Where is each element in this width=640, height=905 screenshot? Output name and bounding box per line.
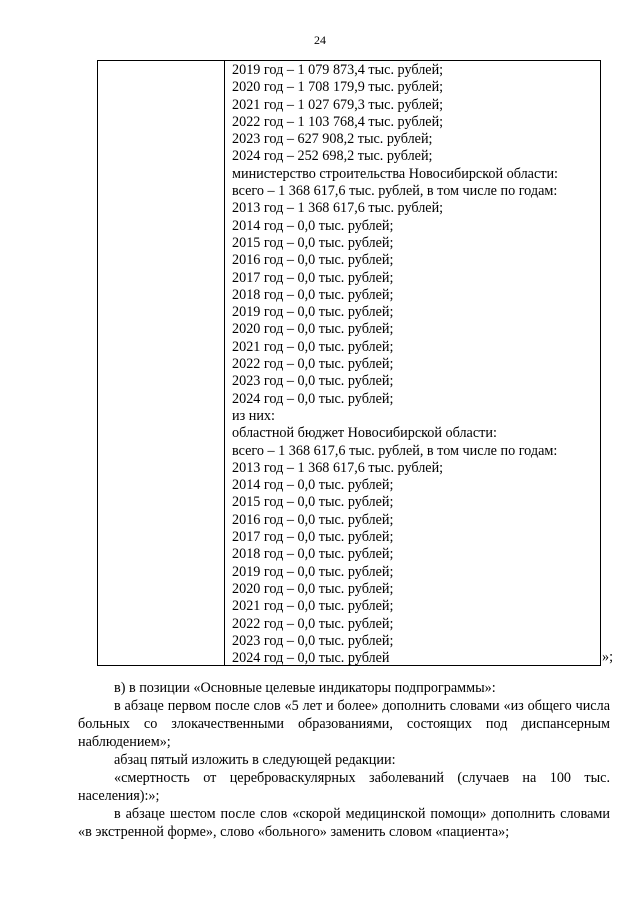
table-line: 2016 год – 0,0 тыс. рублей; [232, 511, 394, 528]
table-line: 2013 год – 1 368 617,6 тыс. рублей; [232, 459, 444, 476]
closing-quote: »; [602, 649, 614, 665]
paragraph: абзац пятый изложить в следующей редакции: [114, 752, 396, 768]
table-line: 2024 год – 252 698,2 тыс. рублей; [232, 148, 433, 165]
table-line: 2017 год – 0,0 тыс. рублей; [232, 529, 394, 546]
table-line: 2015 год – 0,0 тыс. рублей; [232, 234, 394, 251]
table-line: 2021 год – 0,0 тыс. рублей; [232, 598, 394, 615]
table-line: 2018 год – 0,0 тыс. рублей; [232, 286, 394, 303]
table-line: 2024 год – 0,0 тыс. рублей [232, 650, 390, 667]
paragraph: в) в позиции «Основные целевые индикаторы подпрограммы»: [114, 680, 496, 696]
paragraph: «смертность от цереброваскулярных заболеваний (случаев на 100 тыс. населения):»; [78, 770, 610, 804]
amendment-text [78, 679, 610, 841]
table-line: 2016 год – 0,0 тыс. рублей; [232, 252, 394, 269]
table-line: 2019 год – 0,0 тыс. рублей; [232, 563, 394, 580]
paragraph: в абзаце шестом после слов «скорой медицинской помощи» дополнить словами «в экстренной форме», слово «больного» заменить словом «пациента»; [78, 806, 610, 840]
financing-cell [232, 62, 598, 667]
table-line: 2022 год – 0,0 тыс. рублей; [232, 615, 394, 632]
table-line: 2018 год – 0,0 тыс. рублей; [232, 546, 394, 563]
table-line: 2013 год – 1 368 617,6 тыс. рублей; [232, 200, 444, 217]
table-line: 2024 год – 0,0 тыс. рублей; [232, 390, 394, 407]
table-line: 2015 год – 0,0 тыс. рублей; [232, 494, 394, 511]
table-line: областной бюджет Новосибирской области: [232, 425, 497, 442]
table-line: из них: [232, 407, 275, 424]
table-line: 2017 год – 0,0 тыс. рублей; [232, 269, 394, 286]
table-line: 2023 год – 627 908,2 тыс. рублей; [232, 131, 433, 148]
table-line: 2020 год – 0,0 тыс. рублей; [232, 321, 394, 338]
table-column-divider [224, 61, 225, 665]
table-line: 2023 год – 0,0 тыс. рублей; [232, 373, 394, 390]
table-line: 2019 год – 0,0 тыс. рублей; [232, 304, 394, 321]
table-line: 2021 год – 1 027 679,3 тыс. рублей; [232, 96, 444, 113]
table-line: 2020 год – 0,0 тыс. рублей; [232, 580, 394, 597]
table-line: 2022 год – 0,0 тыс. рублей; [232, 356, 394, 373]
table-line: 2021 год – 0,0 тыс. рублей; [232, 338, 394, 355]
table-line: 2019 год – 1 079 873,4 тыс. рублей; [232, 62, 444, 78]
table-line: 2014 год – 0,0 тыс. рублей; [232, 217, 394, 234]
table-line: министерство строительства Новосибирской области: [232, 165, 558, 182]
table-line: 2022 год – 1 103 768,4 тыс. рублей; [232, 113, 444, 130]
table-line: всего – 1 368 617,6 тыс. рублей, в том числе по годам: [232, 442, 558, 459]
table-line: всего – 1 368 617,6 тыс. рублей, в том числе по годам: [232, 183, 558, 200]
table-line: 2023 год – 0,0 тыс. рублей; [232, 632, 394, 649]
page-number: 24 [314, 33, 326, 47]
financing-table [97, 60, 601, 666]
table-line: 2020 год – 1 708 179,9 тыс. рублей; [232, 79, 444, 96]
paragraph: в абзаце первом после слов «5 лет и более» дополнить словами «из общего числа больных со злокачественными образованиями, состоящих под диспансерным наблюдением»; [78, 698, 610, 750]
table-line: 2014 год – 0,0 тыс. рублей; [232, 477, 394, 494]
